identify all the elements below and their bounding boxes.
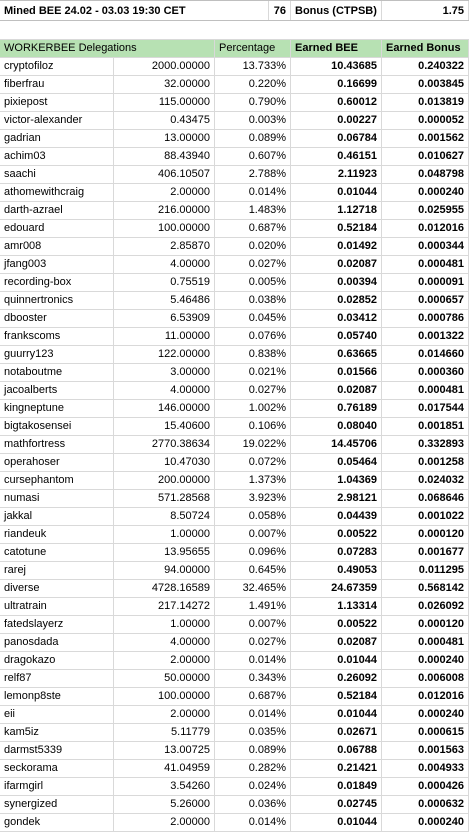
table-row [0,274,469,292]
earned-bonus-cell[interactable]: 0.000632 [382,796,469,813]
table-row [0,76,469,94]
name-cell[interactable]: kingneptune [0,400,114,417]
earned-bee-cell[interactable]: 0.05464 [291,454,382,471]
earned-bonus-cell[interactable]: 0.000481 [382,382,469,399]
delegation-cell[interactable]: 13.00000 [114,130,215,147]
earned-bee-cell[interactable]: 0.00227 [291,112,382,129]
name-cell[interactable]: bigtakosensei [0,418,114,435]
earned-bee-cell[interactable]: 0.52184 [291,688,382,705]
table-row [0,598,469,616]
earned-bonus-cell[interactable]: 0.012016 [382,220,469,237]
earned-bee-cell[interactable]: 0.00522 [291,526,382,543]
earned-bonus-cell[interactable]: 0.000240 [382,706,469,723]
delegation-cell[interactable]: 2.00000 [114,814,215,831]
earned-bonus-cell[interactable]: 0.001677 [382,544,469,561]
earned-bee-cell[interactable]: 0.02087 [291,256,382,273]
earned-bonus-cell[interactable]: 0.001322 [382,328,469,345]
delegation-cell[interactable]: 100.00000 [114,220,215,237]
earned-bee-cell[interactable]: 0.52184 [291,220,382,237]
delegation-cell[interactable]: 5.26000 [114,796,215,813]
name-cell[interactable]: jakkal [0,508,114,525]
delegation-cell[interactable]: 200.00000 [114,472,215,489]
delegation-cell[interactable]: 94.00000 [114,562,215,579]
table-row [0,130,469,148]
earned-bee-cell[interactable]: 0.46151 [291,148,382,165]
delegation-cell[interactable]: 2.00000 [114,184,215,201]
earned-bee-cell[interactable]: 0.06788 [291,742,382,759]
percentage-cell[interactable]: 0.014% [215,706,291,723]
earned-bee-cell[interactable]: 1.13314 [291,598,382,615]
delegation-cell[interactable]: 5.11779 [114,724,215,741]
name-cell[interactable]: rarej [0,562,114,579]
percentage-cell[interactable]: 0.014% [215,652,291,669]
earned-bee-cell[interactable]: 0.01566 [291,364,382,381]
delegation-cell[interactable]: 4.00000 [114,382,215,399]
bonus-label-cell[interactable]: Bonus (CTPSB) [291,1,382,20]
percentage-cell[interactable]: 1.491% [215,598,291,615]
delegation-cell[interactable]: 4728.16589 [114,580,215,597]
percentage-cell[interactable]: 0.020% [215,238,291,255]
earned-bonus-cell[interactable]: 0.000786 [382,310,469,327]
percentage-cell[interactable]: 0.089% [215,130,291,147]
table-row [0,742,469,760]
earned-bonus-cell[interactable]: 0.568142 [382,580,469,597]
earned-bee-cell[interactable]: 0.04439 [291,508,382,525]
name-cell[interactable]: gondek [0,814,114,831]
earned-bee-cell[interactable]: 0.03412 [291,310,382,327]
delegation-cell[interactable]: 0.75519 [114,274,215,291]
earned-bonus-cell[interactable]: 0.000344 [382,238,469,255]
earned-bonus-cell[interactable]: 0.013819 [382,94,469,111]
delegation-cell[interactable]: 8.50724 [114,508,215,525]
name-cell[interactable]: amr008 [0,238,114,255]
earned-bonus-cell[interactable]: 0.000240 [382,814,469,831]
table-row [0,706,469,724]
summary-header-row [0,0,469,21]
earned-bonus-cell[interactable]: 0.000481 [382,256,469,273]
earned-bonus-cell[interactable]: 0.006008 [382,670,469,687]
col-header-earned-bee[interactable]: Earned BEE [291,40,382,57]
earned-bonus-cell[interactable]: 0.000240 [382,652,469,669]
earned-bee-cell[interactable]: 0.01044 [291,814,382,831]
name-cell[interactable]: operahoser [0,454,114,471]
delegation-cell[interactable]: 115.00000 [114,94,215,111]
earned-bee-cell[interactable]: 24.67359 [291,580,382,597]
percentage-cell[interactable]: 0.027% [215,382,291,399]
delegation-cell[interactable]: 88.43940 [114,148,215,165]
earned-bonus-cell[interactable]: 0.026092 [382,598,469,615]
table-row [0,652,469,670]
earned-bonus-cell[interactable]: 0.000615 [382,724,469,741]
name-cell[interactable]: eii [0,706,114,723]
name-cell[interactable]: cryptofiloz [0,58,114,75]
percentage-cell[interactable]: 2.788% [215,166,291,183]
delegation-cell[interactable]: 2.85870 [114,238,215,255]
name-cell[interactable]: athomewithcraig [0,184,114,201]
percentage-cell[interactable]: 3.923% [215,490,291,507]
name-cell[interactable]: saachi [0,166,114,183]
delegation-cell[interactable]: 41.04959 [114,760,215,777]
table-row [0,454,469,472]
delegation-cell[interactable]: 4.00000 [114,256,215,273]
percentage-cell[interactable]: 0.096% [215,544,291,561]
delegation-cell[interactable]: 15.40600 [114,418,215,435]
delegation-cell[interactable]: 13.95655 [114,544,215,561]
earned-bee-cell[interactable]: 0.60012 [291,94,382,111]
table-row [0,328,469,346]
name-cell[interactable]: darmst5339 [0,742,114,759]
summary-title-cell[interactable]: Mined BEE 24.02 - 03.03 19:30 CET [0,1,269,20]
name-cell[interactable]: seckorama [0,760,114,777]
percentage-cell[interactable]: 1.373% [215,472,291,489]
summary-count-cell[interactable]: 76 [269,1,291,20]
name-cell[interactable]: darth-azrael [0,202,114,219]
delegation-cell[interactable]: 216.00000 [114,202,215,219]
earned-bee-cell[interactable]: 0.21421 [291,760,382,777]
delegation-cell[interactable]: 146.00000 [114,400,215,417]
earned-bonus-cell[interactable]: 0.000240 [382,184,469,201]
earned-bee-cell[interactable]: 0.01492 [291,238,382,255]
delegation-cell[interactable]: 2000.00000 [114,58,215,75]
name-cell[interactable]: recording-box [0,274,114,291]
table-row [0,490,469,508]
name-cell[interactable]: relf87 [0,670,114,687]
name-cell[interactable]: fiberfrau [0,76,114,93]
name-cell[interactable]: jfang003 [0,256,114,273]
delegation-cell[interactable]: 13.00725 [114,742,215,759]
table-row [0,148,469,166]
name-cell[interactable]: jacoalberts [0,382,114,399]
earned-bonus-cell[interactable]: 0.001563 [382,742,469,759]
name-cell[interactable]: kam5iz [0,724,114,741]
percentage-cell[interactable]: 0.021% [215,364,291,381]
earned-bee-cell[interactable]: 0.02087 [291,634,382,651]
name-cell[interactable]: pixiepost [0,94,114,111]
col-header-percentage[interactable]: Percentage [215,40,291,57]
earned-bonus-cell[interactable]: 0.017544 [382,400,469,417]
name-cell[interactable]: panosdada [0,634,114,651]
name-cell[interactable]: numasi [0,490,114,507]
col-header-earned-bonus[interactable]: Earned Bonus [382,40,469,57]
earned-bee-cell[interactable]: 0.02745 [291,796,382,813]
delegation-cell[interactable]: 406.10507 [114,166,215,183]
earned-bee-cell[interactable]: 0.76189 [291,400,382,417]
percentage-cell[interactable]: 0.007% [215,526,291,543]
earned-bee-cell[interactable]: 1.12718 [291,202,382,219]
table-row [0,436,469,454]
earned-bee-cell[interactable]: 0.63665 [291,346,382,363]
earned-bee-cell[interactable]: 0.00394 [291,274,382,291]
percentage-cell[interactable]: 0.003% [215,112,291,129]
delegation-cell[interactable]: 217.14272 [114,598,215,615]
earned-bee-cell[interactable]: 0.08040 [291,418,382,435]
name-cell[interactable]: cursephantom [0,472,114,489]
name-cell[interactable]: ifarmgirl [0,778,114,795]
table-row [0,58,469,76]
earned-bee-cell[interactable]: 0.00522 [291,616,382,633]
table-row [0,670,469,688]
earned-bonus-cell[interactable]: 0.000052 [382,112,469,129]
earned-bonus-cell[interactable]: 0.000481 [382,634,469,651]
percentage-cell[interactable]: 0.038% [215,292,291,309]
earned-bonus-cell[interactable]: 0.000091 [382,274,469,291]
table-row [0,562,469,580]
earned-bonus-cell[interactable]: 0.000426 [382,778,469,795]
name-cell[interactable]: ultratrain [0,598,114,615]
earned-bonus-cell[interactable]: 0.012016 [382,688,469,705]
table-row [0,220,469,238]
percentage-cell[interactable]: 0.645% [215,562,291,579]
name-cell[interactable]: dbooster [0,310,114,327]
delegation-cell[interactable]: 122.00000 [114,346,215,363]
table-row [0,292,469,310]
name-cell[interactable]: edouard [0,220,114,237]
percentage-cell[interactable]: 0.035% [215,724,291,741]
table-row [0,382,469,400]
earned-bee-cell[interactable]: 0.07283 [291,544,382,561]
delegation-cell[interactable]: 2.00000 [114,652,215,669]
earned-bonus-cell[interactable]: 0.011295 [382,562,469,579]
earned-bonus-cell[interactable]: 0.024032 [382,472,469,489]
table-row [0,346,469,364]
earned-bee-cell[interactable]: 10.43685 [291,58,382,75]
name-cell[interactable]: riandeuk [0,526,114,543]
percentage-cell[interactable]: 0.220% [215,76,291,93]
delegation-cell[interactable]: 0.43475 [114,112,215,129]
delegation-cell[interactable]: 2770.38634 [114,436,215,453]
percentage-cell[interactable]: 0.014% [215,814,291,831]
percentage-cell[interactable]: 0.014% [215,184,291,201]
percentage-cell[interactable]: 1.002% [215,400,291,417]
table-row [0,418,469,436]
percentage-cell[interactable]: 0.007% [215,616,291,633]
percentage-cell[interactable]: 19.022% [215,436,291,453]
earned-bonus-cell[interactable]: 0.004933 [382,760,469,777]
percentage-cell[interactable]: 0.607% [215,148,291,165]
percentage-cell[interactable]: 0.024% [215,778,291,795]
delegation-cell[interactable]: 5.46486 [114,292,215,309]
table-row [0,508,469,526]
table-row [0,760,469,778]
earned-bonus-cell[interactable]: 0.001258 [382,454,469,471]
table-row [0,814,469,832]
name-cell[interactable]: fatedslayerz [0,616,114,633]
percentage-cell[interactable]: 0.343% [215,670,291,687]
percentage-cell[interactable]: 0.838% [215,346,291,363]
percentage-cell[interactable]: 0.027% [215,634,291,651]
table-row [0,400,469,418]
earned-bee-cell[interactable]: 0.49053 [291,562,382,579]
percentage-cell[interactable]: 0.687% [215,220,291,237]
earned-bonus-cell[interactable]: 0.000360 [382,364,469,381]
earned-bonus-cell[interactable]: 0.048798 [382,166,469,183]
table-row [0,202,469,220]
table-row [0,166,469,184]
earned-bee-cell[interactable]: 0.01044 [291,652,382,669]
percentage-cell[interactable]: 0.089% [215,742,291,759]
earned-bonus-cell[interactable]: 0.000120 [382,616,469,633]
earned-bee-cell[interactable]: 0.02671 [291,724,382,741]
name-cell[interactable]: frankscoms [0,328,114,345]
name-cell[interactable]: notaboutme [0,364,114,381]
percentage-cell[interactable]: 1.483% [215,202,291,219]
earned-bee-cell[interactable]: 1.04369 [291,472,382,489]
table-row [0,796,469,814]
earned-bonus-cell[interactable]: 0.003845 [382,76,469,93]
name-cell[interactable]: diverse [0,580,114,597]
earned-bonus-cell[interactable]: 0.240322 [382,58,469,75]
table-row [0,364,469,382]
earned-bonus-cell[interactable]: 0.332893 [382,436,469,453]
earned-bonus-cell[interactable]: 0.010627 [382,148,469,165]
percentage-cell[interactable]: 0.282% [215,760,291,777]
percentage-cell[interactable]: 0.106% [215,418,291,435]
percentage-cell[interactable]: 0.687% [215,688,291,705]
earned-bonus-cell[interactable]: 0.001022 [382,508,469,525]
earned-bee-cell[interactable]: 0.05740 [291,328,382,345]
name-cell[interactable]: lemonp8ste [0,688,114,705]
percentage-cell[interactable]: 32.465% [215,580,291,597]
table-row [0,94,469,112]
earned-bonus-cell[interactable]: 0.068646 [382,490,469,507]
earned-bonus-cell[interactable]: 0.000120 [382,526,469,543]
name-cell[interactable]: gadrian [0,130,114,147]
table-row [0,112,469,130]
name-cell[interactable]: mathfortress [0,436,114,453]
name-cell[interactable]: guurry123 [0,346,114,363]
delegation-cell[interactable]: 6.53909 [114,310,215,327]
earned-bonus-cell[interactable]: 0.014660 [382,346,469,363]
earned-bee-cell[interactable]: 0.02852 [291,292,382,309]
percentage-cell[interactable]: 0.005% [215,274,291,291]
percentage-cell[interactable]: 0.790% [215,94,291,111]
table-row [0,688,469,706]
bonus-value-cell[interactable]: 1.75 [382,1,469,20]
delegation-cell[interactable]: 1.00000 [114,616,215,633]
column-header-row [0,40,469,58]
percentage-cell[interactable]: 0.036% [215,796,291,813]
earned-bee-cell[interactable]: 0.16699 [291,76,382,93]
delegation-cell[interactable]: 10.47030 [114,454,215,471]
name-cell[interactable]: quinnertronics [0,292,114,309]
table-row [0,634,469,652]
table-row [0,526,469,544]
table-row [0,616,469,634]
table-row [0,238,469,256]
earned-bee-cell[interactable]: 2.11923 [291,166,382,183]
percentage-cell[interactable]: 13.733% [215,58,291,75]
delegation-cell[interactable]: 2.00000 [114,706,215,723]
name-cell[interactable]: catotune [0,544,114,561]
earned-bonus-cell[interactable]: 0.025955 [382,202,469,219]
percentage-cell[interactable]: 0.076% [215,328,291,345]
col-header-delegations[interactable]: WORKERBEE Delegations [0,40,215,57]
delegation-cell[interactable]: 1.00000 [114,526,215,543]
delegation-cell[interactable]: 571.28568 [114,490,215,507]
delegation-cell[interactable]: 50.00000 [114,670,215,687]
table-row [0,184,469,202]
table-row [0,724,469,742]
percentage-cell[interactable]: 0.045% [215,310,291,327]
delegation-cell[interactable]: 3.00000 [114,364,215,381]
percentage-cell[interactable]: 0.072% [215,454,291,471]
delegation-cell[interactable]: 11.00000 [114,328,215,345]
table-row [0,778,469,796]
earned-bee-cell[interactable]: 0.01044 [291,184,382,201]
name-cell[interactable]: victor-alexander [0,112,114,129]
earned-bonus-cell[interactable]: 0.001851 [382,418,469,435]
table-row [0,580,469,598]
name-cell[interactable]: achim03 [0,148,114,165]
earned-bee-cell[interactable]: 0.01849 [291,778,382,795]
blank-row [0,21,469,40]
delegation-cell[interactable]: 3.54260 [114,778,215,795]
earned-bee-cell[interactable]: 0.02087 [291,382,382,399]
earned-bonus-cell[interactable]: 0.001562 [382,130,469,147]
name-cell[interactable]: dragokazo [0,652,114,669]
earned-bee-cell[interactable]: 2.98121 [291,490,382,507]
table-row [0,256,469,274]
table-row [0,544,469,562]
earned-bonus-cell[interactable]: 0.000657 [382,292,469,309]
earned-bee-cell[interactable]: 0.01044 [291,706,382,723]
table-row [0,310,469,328]
delegation-cell[interactable]: 100.00000 [114,688,215,705]
earned-bee-cell[interactable]: 0.06784 [291,130,382,147]
percentage-cell[interactable]: 0.058% [215,508,291,525]
earned-bee-cell[interactable]: 0.26092 [291,670,382,687]
earned-bee-cell[interactable]: 14.45706 [291,436,382,453]
delegation-cell[interactable]: 32.00000 [114,76,215,93]
percentage-cell[interactable]: 0.027% [215,256,291,273]
delegation-cell[interactable]: 4.00000 [114,634,215,651]
data-rows [0,58,469,832]
name-cell[interactable]: synergized [0,796,114,813]
table-row [0,472,469,490]
